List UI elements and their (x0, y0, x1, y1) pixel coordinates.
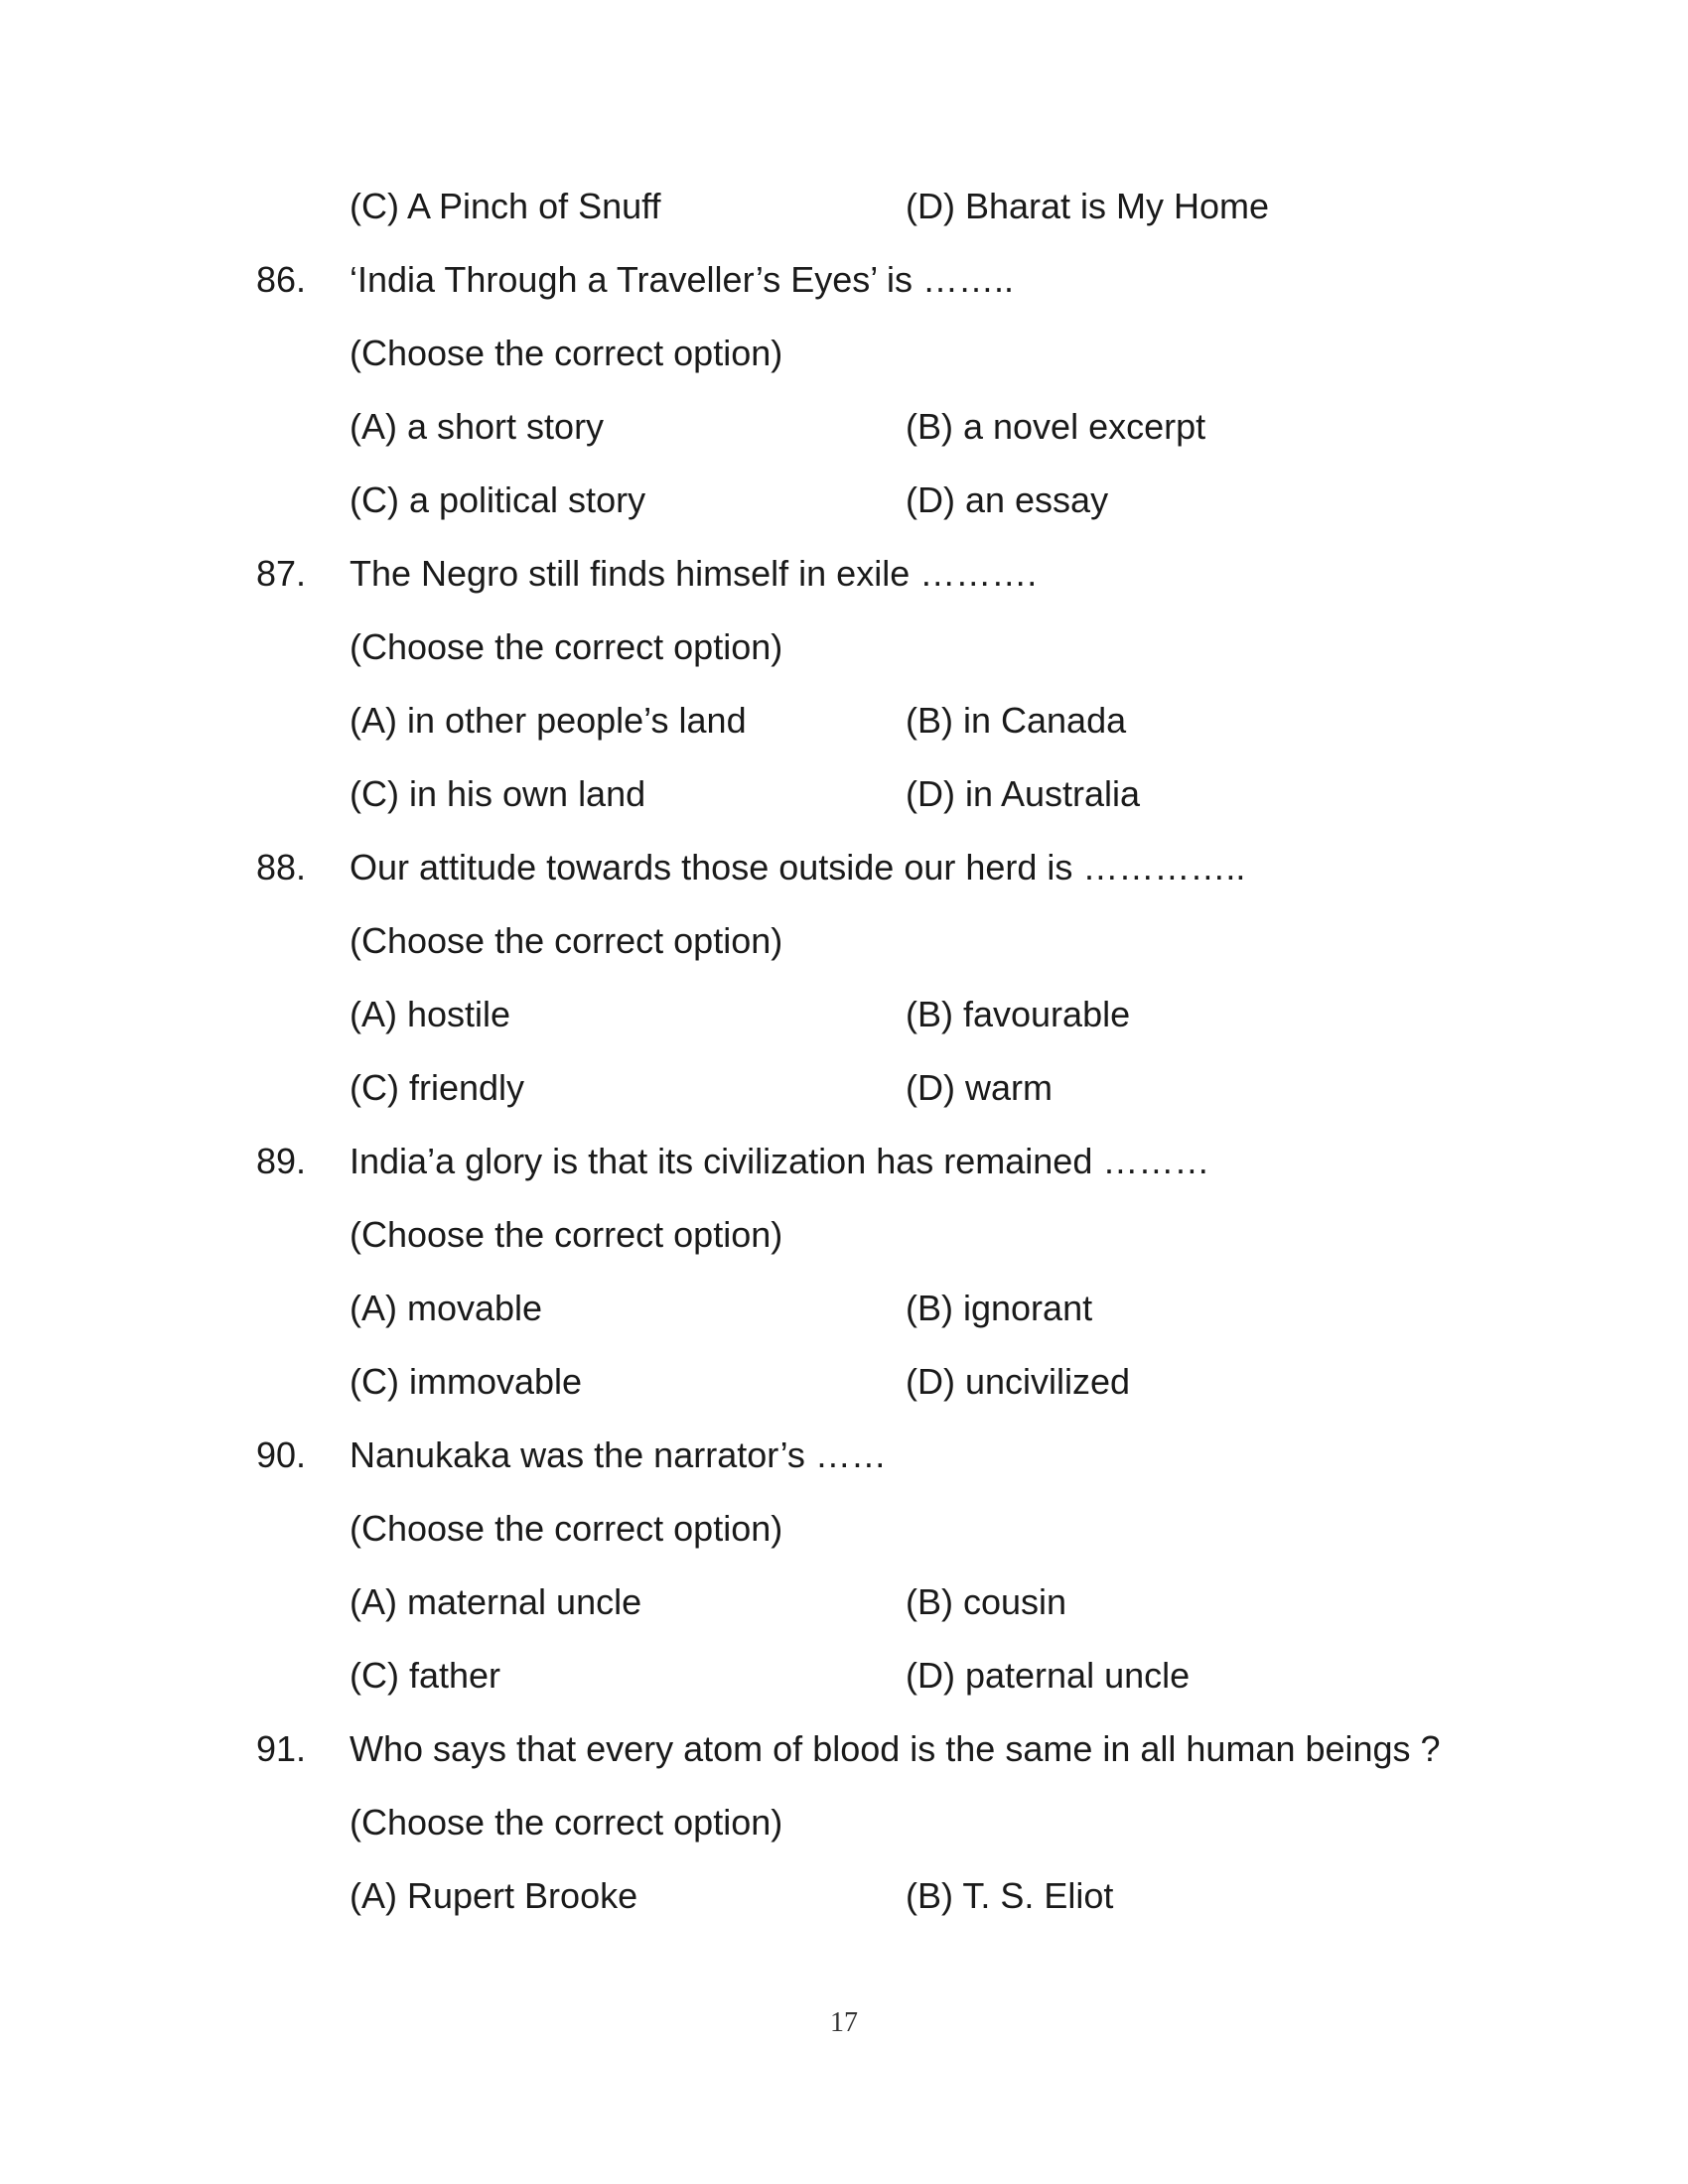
question-number: 86. (256, 259, 307, 300)
option-d: (D) an essay (906, 479, 1109, 520)
option-d: (D) Bharat is My Home (906, 186, 1270, 226)
question-instruction: (Choose the correct option) (350, 1508, 783, 1549)
question-instruction: (Choose the correct option) (350, 333, 783, 373)
option-c: (C) immovable (350, 1361, 583, 1402)
question-text: India’a glory is that its civilization has remained ……… (350, 1141, 1210, 1181)
option-a: (A) movable (350, 1288, 543, 1328)
option-a: (A) hostile (350, 994, 511, 1034)
page-number: 17 (830, 2007, 858, 2038)
option-a: (A) Rupert Brooke (350, 1875, 638, 1916)
option-d: (D) in Australia (906, 773, 1141, 814)
question-instruction: (Choose the correct option) (350, 1802, 783, 1843)
question-number: 91. (256, 1728, 307, 1769)
option-d: (D) warm (906, 1067, 1053, 1108)
question-number: 88. (256, 847, 307, 887)
option-c: (C) father (350, 1655, 501, 1696)
question-number: 89. (256, 1141, 307, 1181)
option-b: (B) in Canada (906, 700, 1127, 741)
option-d: (D) paternal uncle (906, 1655, 1191, 1696)
option-b: (B) a novel excerpt (906, 406, 1206, 447)
question-text: Nanukaka was the narrator’s …… (350, 1434, 887, 1475)
option-a: (A) a short story (350, 406, 605, 447)
option-a: (A) maternal uncle (350, 1581, 642, 1622)
option-c: (C) in his own land (350, 773, 646, 814)
option-b: (B) ignorant (906, 1288, 1093, 1328)
option-c: (C) A Pinch of Snuff (350, 186, 661, 226)
question-text: ‘India Through a Traveller’s Eyes’ is …….. (350, 259, 1014, 300)
option-c: (C) friendly (350, 1067, 525, 1108)
question-instruction: (Choose the correct option) (350, 920, 783, 961)
question-number: 90. (256, 1434, 307, 1475)
question-instruction: (Choose the correct option) (350, 1214, 783, 1255)
option-b: (B) T. S. Eliot (906, 1875, 1114, 1916)
question-text: The Negro still finds himself in exile ………. (350, 553, 1038, 594)
option-c: (C) a political story (350, 479, 646, 520)
question-number: 87. (256, 553, 307, 594)
option-a: (A) in other people’s land (350, 700, 747, 741)
question-instruction: (Choose the correct option) (350, 626, 783, 667)
option-d: (D) uncivilized (906, 1361, 1131, 1402)
question-text: Our attitude towards those outside our herd is ………….. (350, 847, 1246, 887)
option-b: (B) favourable (906, 994, 1131, 1034)
question-text: Who says that every atom of blood is the same in all human beings ? (350, 1728, 1441, 1769)
option-b: (B) cousin (906, 1581, 1067, 1622)
